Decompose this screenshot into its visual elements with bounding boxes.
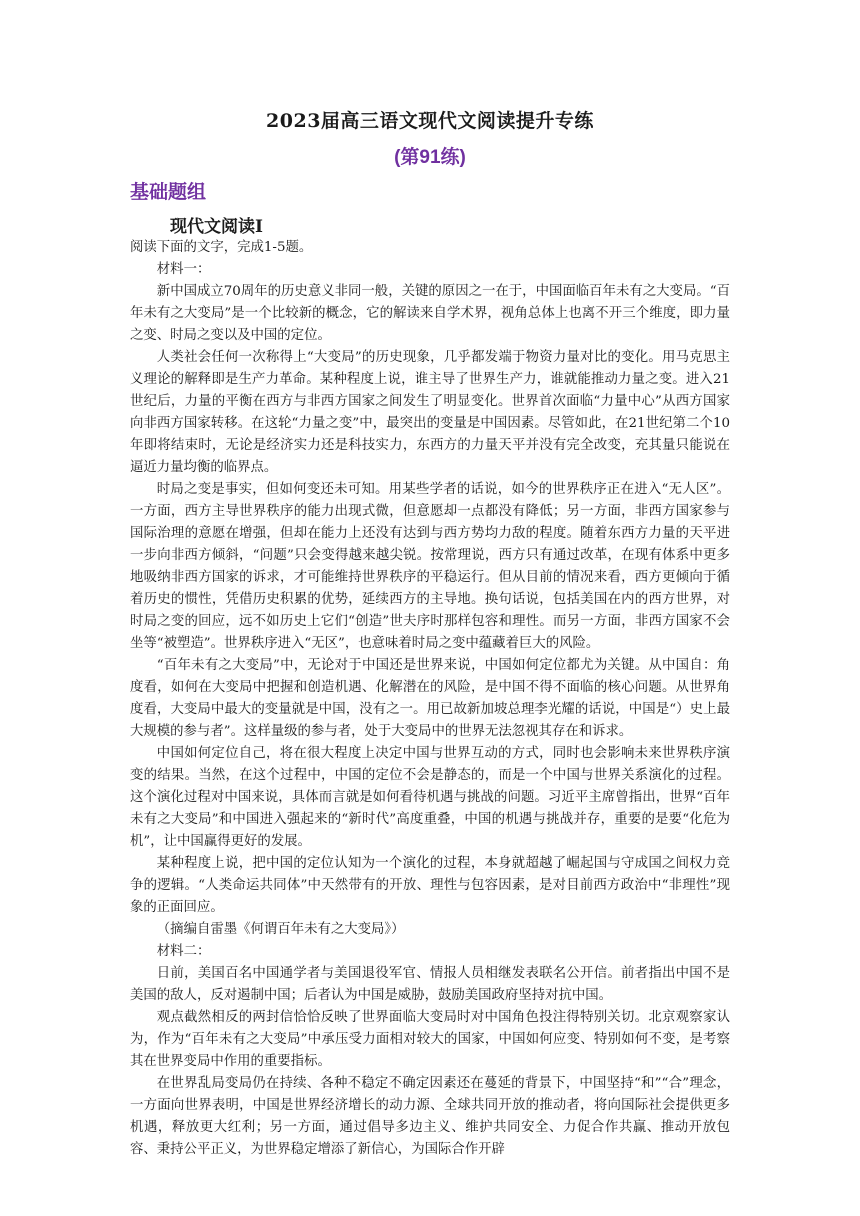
instruction-paragraph: 阅读下面的文字，完成1-5题。	[130, 240, 313, 255]
paragraph: 在世界乱局变局仍在持续、各种不稳定不确定因素还在蔓延的背景下，中国坚持“和”“合”理念，一方面向世界表明，中国是世界经济增长的动力源、全球共同开放的推动者，将向国际社会提供更多机遇，释放更大红利；另一方面，通过倡导多边主义、维护共同安全、力促合作共赢、推动开放包容、秉持公平正义，为世界稳定增添了新信心，为国际合作开辟	[130, 1076, 730, 1157]
paragraph: 日前，美国百名中国通学者与美国退役军官、情报人员相继发表联名公开信。前者指出中国不是美国的敌人，反对遏制中国；后者认为中国是威胁，鼓励美国政府坚持对抗中国。	[130, 966, 730, 1003]
paragraph: 人类社会任何一次称得上“大变局”的历史现象，几乎都发端于物资力量对比的变化。用马克思主义理论的解释即是生产力革命。某种程度上说，谁主导了世界生产力，谁就能推动力量之变。进入21世纪后，力量的平衡在西方与非西方国家之间发生了明显变化。世界首次面临“力量中心”从西方国家向非西方国家转移。在这轮“力量之变”中，最突出的变量是中国因素。尽管如此，在21世纪第二个10年即将结束时，无论是经济实力还是科技实力，东西方的力量天平并没有完全改变，充其量只能说在逼近力量均衡的临界点。	[130, 350, 730, 475]
section-heading: 基础题组	[130, 182, 207, 203]
paragraph: 某种程度上说，把中国的定位认知为一个演化的过程，本身就超越了崛起国与守成国之间权力竞争的逻辑。“人类命运共同体”中天然带有的开放、理性与包容因素，是对目前西方政治中“非理性”现象的正面回应。	[130, 856, 730, 915]
paragraph: 时局之变是事实，但如何变还未可知。用某些学者的话说，如今的世界秩序正在进入“无人区”。一方面，西方主导世界秩序的能力出现式微，但意愿却一点都没有降低；另一方面，非西方国家参与国际治理的意愿在增强，但却在能力上还没有达到与西方势均力敌的程度。随着东西方力量的天平进一步向非西方倾斜，“问题”只会变得越来越尖锐。按常理说，西方只有通过改革，在现有体系中更多地吸纳非西方国家的诉求，才可能维持世界秩序的平稳运行。但从目前的情况来看，西方更倾向于循着历史的惯性，凭借历史积累的优势，延续西方的主导地。换句话说，包括美国在内的西方世界，对时局之变的回应，远不如历史上它们“创造”世夫序时那样包容和理性。而另一方面，非西方国家不会坐等“被塑造”。世界秩序进入“无区”，也意味着时局之变中蕴藏着巨大的风险。	[130, 482, 730, 651]
material-one-label: 材料一：	[156, 262, 211, 277]
paragraph: 中国如何定位自己，将在很大程度上决定中国与世界互动的方式，同时也会影响未来世界秩序演变的结果。当然，在这个过程中，中国的定位不会是静态的，而是一个中国与世界关系演化的过程。这个演化过程对中国来说，具体而言就是如何看待机遇与挑战的问题。习近平主席曾指出，世界“百年未有之大变局”和中国进入强起来的“新时代”高度重叠，中国的机遇与挑战并存，重要的是要“化危为机”，让中国赢得更好的发展。	[130, 746, 730, 849]
sub-section-heading: 现代文阅读Ⅰ	[170, 217, 263, 237]
paragraph: “百年未有之大变局”中，无论对于中国还是世界来说，中国如何定位都尤为关键。从中国自：角度看，如何在大变局中把握和创造机遇、化解潜在的风险，是中国不得不面临的核心问题。从世界角度看，大变局中最大的变量就是中国，没有之一。用已故新加坡总理李光耀的话说，中国是“）史上最大规模的参与者”。这样量级的参与者，处于大变局中的世界无法忽视其存在和诉求。	[130, 658, 730, 739]
material-two-label: 材料二：	[156, 944, 211, 959]
paragraph: 观点截然相反的两封信恰恰反映了世界面临大变局时对中国角色投注得特别关切。北京观察家认为，作为“百年未有之大变局”中承压受力面相对较大的国家，中国如何应变、特别如何不变，是考察其在世界变局中作用的重要指标。	[130, 1010, 730, 1069]
document-subtitle: (第91练)	[394, 147, 466, 168]
paragraph: 新中国成立70周年的历史意义非同一般，关键的原因之一在于，中国面临百年未有之大变局。“百年未有之大变局”是一个比较新的概念，它的解读来自学术界，视角总体上也离不开三个维度，即力量之变、时局之变以及中国的定位。	[130, 284, 730, 343]
body-text	[130, 237, 730, 1161]
source-citation: （摘编自雷墨《何谓百年未有之大变局》）	[156, 922, 405, 937]
document-title: 2023届高三语文现代文阅读提升专练	[266, 110, 594, 132]
